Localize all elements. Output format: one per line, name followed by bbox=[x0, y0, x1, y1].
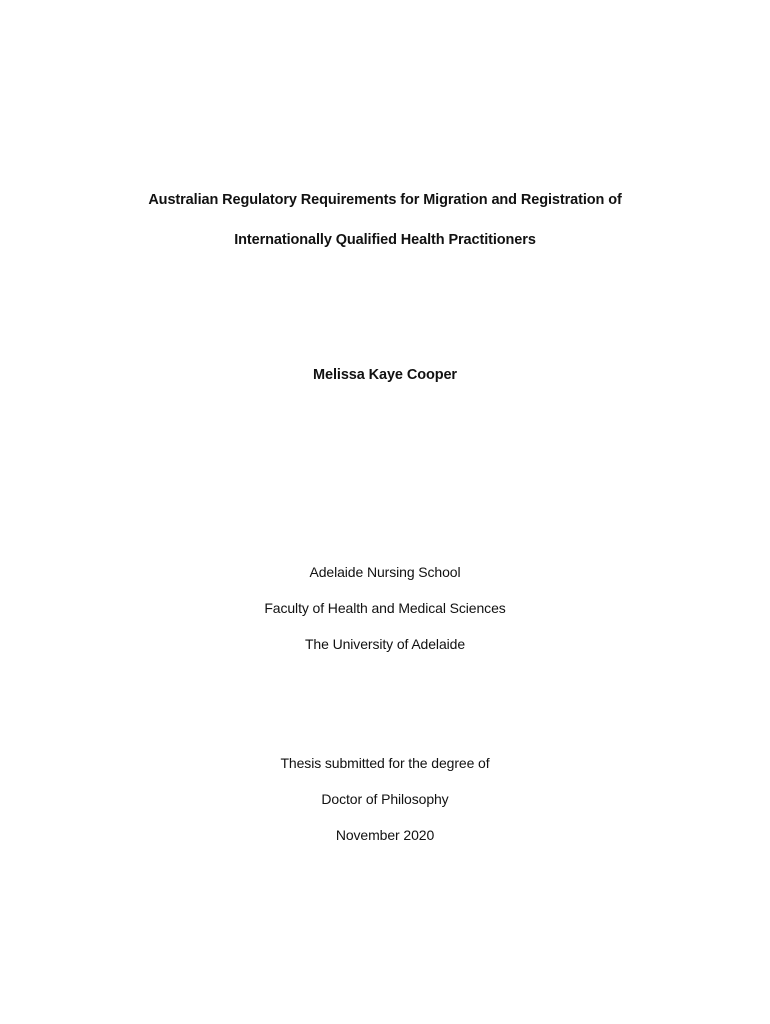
degree-name: Doctor of Philosophy bbox=[321, 791, 449, 807]
submission-statement: Thesis submitted for the degree of bbox=[280, 755, 490, 771]
thesis-title-line-1: Australian Regulatory Requirements for Migration and Registration of bbox=[148, 192, 622, 208]
submission-date: November 2020 bbox=[335, 827, 435, 843]
university-name: The University of Adelaide bbox=[304, 636, 466, 652]
author-name: Melissa Kaye Cooper bbox=[313, 367, 457, 383]
faculty-name: Faculty of Health and Medical Sciences bbox=[264, 600, 506, 616]
thesis-title-line-2: Internationally Qualified Health Practitioners bbox=[234, 232, 536, 248]
school-name: Adelaide Nursing School bbox=[309, 564, 461, 580]
